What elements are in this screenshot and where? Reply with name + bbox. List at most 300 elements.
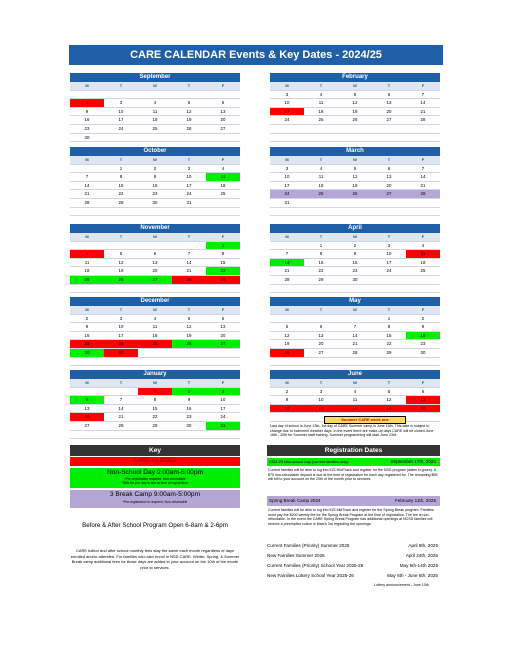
day-cell [70, 430, 104, 439]
break-camp-label: 3 Break Camp 9:00am-5:00pm [109, 491, 201, 498]
day-cell: 24 [172, 190, 206, 199]
day-cell: 20 [406, 404, 440, 413]
day-cell: 25 [206, 190, 240, 199]
weekday-label: T [104, 156, 138, 164]
reg-row-summer-current [267, 543, 440, 549]
day-cell [338, 133, 372, 142]
week-row [270, 190, 440, 199]
weekday-label: T [304, 82, 338, 90]
weekday-label: T [104, 379, 138, 387]
day-cell [138, 133, 172, 142]
day-cell: 19 [372, 404, 406, 413]
day-cell: 26 [172, 340, 206, 349]
spring-reg-text: Current families will be able to log into EZChildTrack and register for the Spring Break program. Families must pay the $200 weekly fee for the Spring Break Program at the time of registration. The fee is non-refundable. In the event the CARE Spring Break Program has additional openings at NCSD families will receive a preemptive notice in March 3rd regarding the openings. [268, 508, 434, 526]
week-row [270, 250, 440, 259]
registration-heading: Registration Dates [267, 445, 440, 456]
day-cell [372, 275, 406, 284]
day-cell: 4 [70, 250, 104, 259]
weekday-label: T [104, 306, 138, 314]
day-cell: 5 [104, 250, 138, 259]
day-cell: 13 [406, 396, 440, 405]
day-cell: 15 [104, 181, 138, 190]
day-cell: 16 [338, 258, 372, 267]
day-cell: 18 [406, 258, 440, 267]
day-cell [104, 357, 138, 366]
reg-row-label: New Families Summer 2025 [267, 553, 325, 558]
weekday-label: W [138, 379, 172, 387]
weekday-label: F [406, 379, 440, 387]
day-cell: 27 [304, 348, 338, 357]
month-heading: March [270, 147, 440, 156]
week-row [70, 207, 240, 216]
weekday-label: F [206, 82, 240, 90]
weekday-label: T [372, 82, 406, 90]
week-row [270, 258, 440, 267]
day-cell: 23 [406, 340, 440, 349]
day-cell [138, 207, 172, 216]
month-heading: June [270, 370, 440, 379]
month-december [70, 297, 240, 366]
day-cell [338, 284, 372, 293]
day-cell [206, 133, 240, 142]
day-cell: 24 [270, 116, 304, 125]
june-note: Last day of school is June 13th. 1st day of CARE Summer camp is June 16th. This date is subject to change due to inclement weather days. In the event there are make-up days CARE will be closed June 16th - 20th for Summer staff training. Summer programming will start June 23rd. [270, 424, 434, 438]
day-cell: 28 [338, 348, 372, 357]
reg-row-date: May 6th-14th 2025 [399, 563, 438, 568]
before-after-program: Before & After School Program Open 6-8am & 2-6pm [82, 522, 228, 529]
day-cell: 4 [304, 90, 338, 99]
day-cell: 7 [338, 323, 372, 332]
day-cell [270, 357, 304, 366]
day-cell: 15 [304, 258, 338, 267]
day-cell: 13 [372, 173, 406, 182]
day-cell: 4 [138, 99, 172, 108]
weekday-label: M [70, 82, 104, 90]
day-cell: 11 [206, 173, 240, 182]
weekday-label: T [172, 82, 206, 90]
day-cell [372, 284, 406, 293]
day-cell [304, 198, 338, 207]
day-cell: 2 [138, 164, 172, 173]
day-cell: 14 [406, 173, 440, 182]
day-cell: 18 [138, 331, 172, 340]
day-cell: 19 [270, 340, 304, 349]
day-cell: 12 [372, 396, 406, 405]
week-row [270, 116, 440, 125]
break-camp-bar [70, 490, 240, 508]
weekday-label: F [206, 306, 240, 314]
week-row [270, 340, 440, 349]
week-row [270, 207, 440, 216]
day-cell: 23 [172, 413, 206, 422]
weekday-label: T [372, 379, 406, 387]
day-cell: 8 [304, 250, 338, 259]
weekday-label: F [406, 306, 440, 314]
day-cell: 3 [104, 314, 138, 323]
day-cell: 11 [138, 107, 172, 116]
week-row [70, 275, 240, 284]
day-cell: 9 [406, 323, 440, 332]
day-cell: 29 [104, 198, 138, 207]
day-cell: 26 [270, 348, 304, 357]
weekday-label: T [372, 306, 406, 314]
week-row [70, 323, 240, 332]
day-cell [206, 430, 240, 439]
weekday-label: W [138, 156, 172, 164]
day-cell: 19 [338, 107, 372, 116]
day-cell: 3 [372, 241, 406, 250]
week-row [270, 133, 440, 142]
week-row [270, 331, 440, 340]
day-cell [406, 357, 440, 366]
weekday-label: F [206, 156, 240, 164]
day-cell [172, 430, 206, 439]
day-cell: 15 [372, 331, 406, 340]
day-cell: 25 [70, 275, 104, 284]
day-cell: 31 [270, 198, 304, 207]
day-cell: 18 [206, 181, 240, 190]
day-cell: 3 [270, 90, 304, 99]
day-cell: 17 [270, 107, 304, 116]
day-cell: 29 [206, 275, 240, 284]
care-closed-label: CARE CLOSED [133, 458, 177, 464]
day-cell: 21 [70, 190, 104, 199]
day-cell [70, 387, 104, 396]
day-cell [206, 348, 240, 357]
weekday-label: M [70, 379, 104, 387]
day-cell: 12 [270, 331, 304, 340]
day-cell: 14 [406, 99, 440, 108]
day-cell [270, 284, 304, 293]
week-row [270, 348, 440, 357]
day-cell: 31 [104, 348, 138, 357]
day-cell: 26 [104, 275, 138, 284]
week-row [270, 396, 440, 405]
day-cell: 29 [304, 275, 338, 284]
day-cell: 1 [372, 314, 406, 323]
day-cell [138, 430, 172, 439]
day-cell: 14 [338, 331, 372, 340]
day-cell: 25 [406, 267, 440, 276]
day-cell [138, 241, 172, 250]
day-cell: 19 [338, 181, 372, 190]
reg-row-date: April 24th, 2025 [405, 553, 438, 558]
week-row [70, 331, 240, 340]
weekday-label: M [70, 156, 104, 164]
month-heading: February [270, 73, 440, 82]
week-row [70, 387, 240, 396]
month-heading: May [270, 297, 440, 306]
day-cell: 17 [270, 181, 304, 190]
day-cell: 15 [206, 258, 240, 267]
day-cell: 27 [372, 116, 406, 125]
day-cell: 30 [338, 275, 372, 284]
week-row [70, 421, 240, 430]
day-cell [406, 198, 440, 207]
day-cell [304, 314, 338, 323]
day-cell [138, 348, 172, 357]
week-row [70, 164, 240, 173]
day-cell: 9 [70, 323, 104, 332]
day-cell [270, 413, 304, 422]
day-cell: 18 [304, 181, 338, 190]
day-cell [172, 90, 206, 99]
day-cell: 21 [104, 413, 138, 422]
day-cell: 20 [372, 107, 406, 116]
day-cell: 5 [372, 387, 406, 396]
day-cell: 5 [172, 99, 206, 108]
day-cell: 24 [270, 190, 304, 199]
day-cell: 20 [70, 413, 104, 422]
day-cell [104, 241, 138, 250]
week-row [270, 90, 440, 99]
day-cell: 6 [70, 396, 104, 405]
day-cell: 7 [104, 396, 138, 405]
weekday-label: W [338, 233, 372, 241]
week-row [70, 124, 240, 133]
reg-row-date: April 8th, 2025 [408, 543, 438, 548]
day-cell: 16 [138, 181, 172, 190]
non-school-day-label: Non-School Day 9:00am-5:00pm [106, 469, 204, 476]
day-cell: 5 [270, 323, 304, 332]
month-heading: January [70, 370, 240, 379]
day-cell [104, 387, 138, 396]
weekday-label: F [206, 233, 240, 241]
day-cell [172, 241, 206, 250]
month-heading: October [70, 147, 240, 156]
week-row [70, 314, 240, 323]
day-cell: 21 [406, 107, 440, 116]
week-row [270, 267, 440, 276]
week-row [70, 173, 240, 182]
day-cell: 10 [270, 99, 304, 108]
day-cell: 24 [104, 124, 138, 133]
day-cell [70, 284, 104, 293]
week-row [70, 116, 240, 125]
day-cell: 30 [70, 133, 104, 142]
day-cell [304, 207, 338, 216]
weekday-label: W [338, 82, 372, 90]
week-row [70, 107, 240, 116]
day-cell [70, 241, 104, 250]
day-cell: 11 [70, 258, 104, 267]
summer-camp-banner: Summer CARE week one [324, 416, 406, 424]
day-cell: 26 [172, 124, 206, 133]
day-cell [104, 207, 138, 216]
day-cell: 14 [70, 181, 104, 190]
day-cell: 1 [206, 241, 240, 250]
week-row [70, 181, 240, 190]
month-heading: November [70, 224, 240, 233]
day-cell [172, 348, 206, 357]
day-cell: 13 [70, 404, 104, 413]
week-row [270, 164, 440, 173]
day-cell [104, 90, 138, 99]
day-cell: 4 [138, 314, 172, 323]
day-cell: 2 [406, 314, 440, 323]
day-cell: 8 [206, 250, 240, 259]
day-cell: 7 [70, 173, 104, 182]
day-cell: 18 [304, 107, 338, 116]
day-cell [70, 357, 104, 366]
weekday-label: T [372, 233, 406, 241]
day-cell: 21 [406, 181, 440, 190]
day-cell: 13 [206, 323, 240, 332]
week-row [70, 267, 240, 276]
week-row [70, 430, 240, 439]
week-row [270, 107, 440, 116]
day-cell: 1 [104, 164, 138, 173]
weekday-label: M [270, 233, 304, 241]
day-cell: 24 [104, 340, 138, 349]
reg-row-label: Current Families (Priority) Summer 2025 [267, 543, 350, 548]
month-february [270, 73, 440, 142]
day-cell [270, 133, 304, 142]
day-cell: 3 [206, 387, 240, 396]
weekday-label: W [138, 82, 172, 90]
day-cell: 17 [372, 258, 406, 267]
day-cell: 6 [206, 99, 240, 108]
weekday-label: T [172, 156, 206, 164]
day-cell: 2 [70, 314, 104, 323]
day-cell: 5 [172, 314, 206, 323]
day-cell: 16 [70, 331, 104, 340]
week-row [70, 190, 240, 199]
weekday-label: F [406, 233, 440, 241]
day-cell [304, 133, 338, 142]
day-cell: 20 [138, 267, 172, 276]
week-row [270, 173, 440, 182]
day-cell [138, 90, 172, 99]
weekday-label: M [70, 306, 104, 314]
day-cell: 4 [206, 164, 240, 173]
day-cell: 11 [138, 323, 172, 332]
day-cell: 21 [338, 340, 372, 349]
day-cell [406, 207, 440, 216]
day-cell: 28 [406, 116, 440, 125]
day-cell: 16 [172, 404, 206, 413]
day-cell: 7 [406, 90, 440, 99]
day-cell: 23 [70, 340, 104, 349]
week-row [70, 250, 240, 259]
day-cell: 28 [104, 421, 138, 430]
day-cell [338, 198, 372, 207]
day-cell [270, 241, 304, 250]
spring-reg-date: February 11th, 2025 [394, 498, 436, 503]
day-cell [304, 357, 338, 366]
weekday-label: T [172, 379, 206, 387]
day-cell: 11 [406, 250, 440, 259]
day-cell [104, 430, 138, 439]
page-title: CARE CALENDAR Events & Key Dates - 2024/25 [69, 45, 443, 65]
day-cell: 27 [138, 275, 172, 284]
weekday-label: W [138, 306, 172, 314]
week-row [270, 275, 440, 284]
day-cell: 24 [206, 413, 240, 422]
day-cell: 9 [138, 173, 172, 182]
day-cell [206, 284, 240, 293]
day-cell: 9 [338, 250, 372, 259]
weekday-label: F [206, 379, 240, 387]
day-cell: 6 [206, 314, 240, 323]
day-cell: 22 [104, 190, 138, 199]
day-cell: 30 [172, 421, 206, 430]
day-cell: 20 [206, 116, 240, 125]
day-cell: 27 [206, 124, 240, 133]
day-cell [406, 124, 440, 133]
day-cell [372, 133, 406, 142]
day-cell: 12 [104, 258, 138, 267]
day-cell [338, 314, 372, 323]
day-cell [70, 164, 104, 173]
fees-note: CARE tuition and after school monthly fees stay the same each month regardless of days enrolled and/or attended. For families who also enroll in NSD CARE, Winter, Spring, & Summer Break camp additional fees for those days are added to your account on the 10th of the month prior to services. [70, 548, 240, 570]
day-cell: 20 [372, 181, 406, 190]
day-cell: 31 [206, 421, 240, 430]
day-cell: 19 [172, 116, 206, 125]
non-school-reg-text: Current families will be able to log into EZCHildTrack and register for the NSD program (dates in green). A $75 non-refundable deposit is due at the time of registration for each day registered for. The remaining $55 will bill to your account on the 20th of the month prior to services. [268, 468, 438, 482]
week-row [70, 284, 240, 293]
day-cell: 22 [372, 340, 406, 349]
day-cell: 17 [104, 116, 138, 125]
reg-row-date: May 6th - June 6th, 2025 [387, 573, 438, 578]
key-heading: Key [70, 445, 240, 456]
day-cell [338, 357, 372, 366]
day-cell: 31 [172, 198, 206, 207]
day-cell: 4 [406, 241, 440, 250]
day-cell: 18 [338, 404, 372, 413]
week-row [270, 314, 440, 323]
non-school-reg-label: 2024-25 Non-school Day (current families only) [269, 460, 349, 464]
day-cell [172, 207, 206, 216]
reg-row-label: Current Families (Priority) School Year 2025-26 [267, 563, 364, 568]
lottery-note: Lottery announcement - June 10th [374, 583, 429, 587]
day-cell: 29 [138, 421, 172, 430]
day-cell: 27 [206, 340, 240, 349]
weekday-label: T [172, 233, 206, 241]
weekday-label: W [338, 379, 372, 387]
day-cell: 30 [138, 198, 172, 207]
weekday-label: M [70, 233, 104, 241]
week-row [70, 258, 240, 267]
day-cell [206, 207, 240, 216]
day-cell [338, 124, 372, 133]
day-cell: 14 [104, 404, 138, 413]
day-cell [270, 314, 304, 323]
non-school-reg-date: September 17th, 2024 [390, 459, 436, 464]
day-cell: 18 [70, 267, 104, 276]
day-cell: 5 [338, 90, 372, 99]
day-cell: 20 [206, 331, 240, 340]
day-cell [70, 90, 104, 99]
day-cell [372, 357, 406, 366]
month-april [270, 224, 440, 293]
day-cell: 22 [206, 267, 240, 276]
day-cell: 10 [104, 107, 138, 116]
weekday-label: W [138, 233, 172, 241]
spring-reg-row [267, 496, 440, 506]
day-cell: 17 [172, 181, 206, 190]
day-cell: 25 [304, 190, 338, 199]
day-cell: 3 [104, 99, 138, 108]
day-cell: 1 [304, 241, 338, 250]
day-cell: 3 [270, 164, 304, 173]
day-cell [304, 284, 338, 293]
day-cell: 28 [70, 198, 104, 207]
day-cell: 28 [172, 275, 206, 284]
day-cell: 14 [270, 258, 304, 267]
day-cell: 1 [138, 387, 172, 396]
day-cell [406, 275, 440, 284]
